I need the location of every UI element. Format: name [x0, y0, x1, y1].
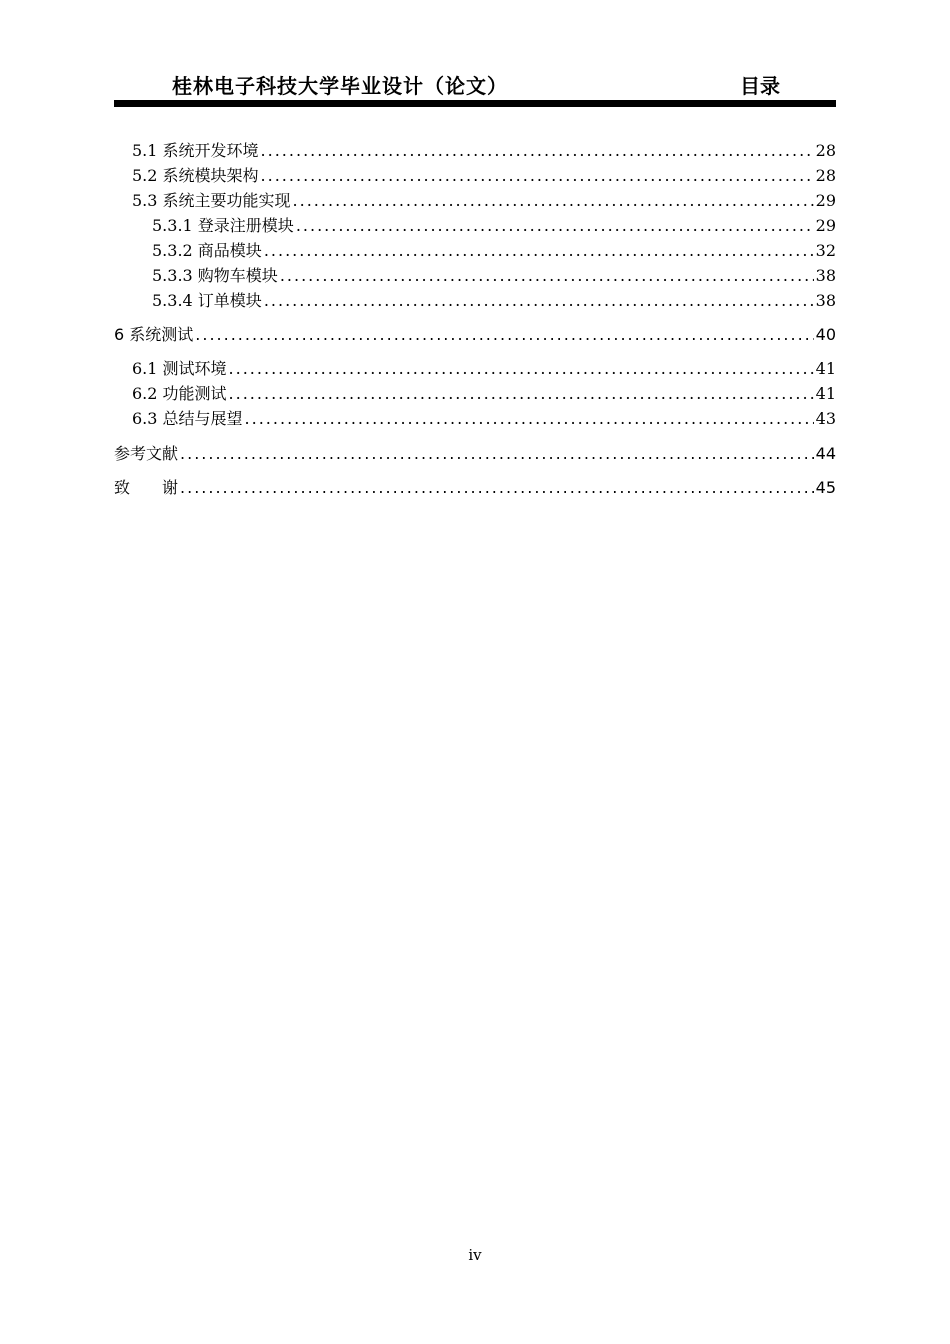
- toc-entry[interactable]: [152, 238, 836, 263]
- toc-entry-label: 5.3.2 商品模块: [152, 241, 262, 260]
- toc-entry[interactable]: [132, 163, 836, 188]
- toc-leader-dots: [245, 409, 814, 428]
- header-title: 桂林电子科技大学毕业设计（论文）: [172, 74, 508, 98]
- toc-entry-page: 32: [815, 241, 836, 260]
- toc-entry-page: 29: [815, 191, 836, 210]
- toc-leader-dots: [280, 266, 814, 285]
- header-section-title: 目录: [740, 74, 780, 98]
- toc-entry-label: 5.3.3 购物车模块: [152, 266, 278, 285]
- toc-entry[interactable]: [114, 322, 836, 347]
- toc-entry-page: 38: [815, 291, 836, 310]
- toc-leader-dots: [293, 191, 814, 210]
- toc-leader-dots: [296, 216, 814, 235]
- toc-entry[interactable]: [132, 138, 836, 163]
- toc-entry-label: 6 系统测试: [114, 325, 194, 344]
- toc-entry-label: 参考文献: [114, 444, 179, 463]
- toc-entry-label: 5.3.4 订单模块: [152, 291, 262, 310]
- toc-entry-page: 41: [815, 359, 836, 378]
- toc-entry-label: 5.1 系统开发环境: [132, 141, 259, 160]
- toc-entry-page: 28: [815, 166, 836, 185]
- toc-entry-page: 43: [815, 409, 836, 428]
- toc-leader-dots: [264, 291, 814, 310]
- toc-leader-dots: [229, 359, 814, 378]
- toc-leader-dots: [261, 141, 814, 160]
- toc-entry-label: 6.1 测试环境: [132, 359, 227, 378]
- toc-entry-page: 38: [815, 266, 836, 285]
- toc-entry-page: 29: [815, 216, 836, 235]
- toc-entry-page: 40: [815, 325, 836, 344]
- toc-leader-dots: [261, 166, 814, 185]
- toc-leader-dots: [195, 325, 813, 344]
- toc-leader-dots: [264, 241, 814, 260]
- toc-entry[interactable]: [114, 441, 836, 466]
- toc-entry-label: 致 谢: [114, 478, 179, 497]
- toc-entry[interactable]: [132, 381, 836, 406]
- header-rule: [114, 100, 836, 107]
- toc-entry-label: 5.3.1 登录注册模块: [152, 216, 294, 235]
- toc-leader-dots: [180, 478, 814, 497]
- toc-entry[interactable]: [132, 406, 836, 431]
- toc-leader-dots: [229, 384, 814, 403]
- toc-entry-label: 6.3 总结与展望: [132, 409, 243, 428]
- toc-entry[interactable]: [152, 288, 836, 313]
- toc-entry-label: 5.3 系统主要功能实现: [132, 191, 291, 210]
- toc-entry-label: 6.2 功能测试: [132, 384, 227, 403]
- toc-entry[interactable]: [114, 475, 836, 500]
- toc-entry-label: 5.2 系统模块架构: [132, 166, 259, 185]
- page-number: iv: [468, 1246, 482, 1264]
- toc-entry[interactable]: [152, 263, 836, 288]
- toc-entry-page: 44: [815, 444, 836, 463]
- toc-entry[interactable]: [132, 356, 836, 381]
- toc-leader-dots: [180, 444, 814, 463]
- toc-entry-page: 45: [815, 478, 836, 497]
- toc-entry[interactable]: [152, 213, 836, 238]
- toc-entry-page: 28: [815, 141, 836, 160]
- page-header: [114, 62, 836, 102]
- toc-entry[interactable]: [132, 188, 836, 213]
- toc-entry-page: 41: [815, 384, 836, 403]
